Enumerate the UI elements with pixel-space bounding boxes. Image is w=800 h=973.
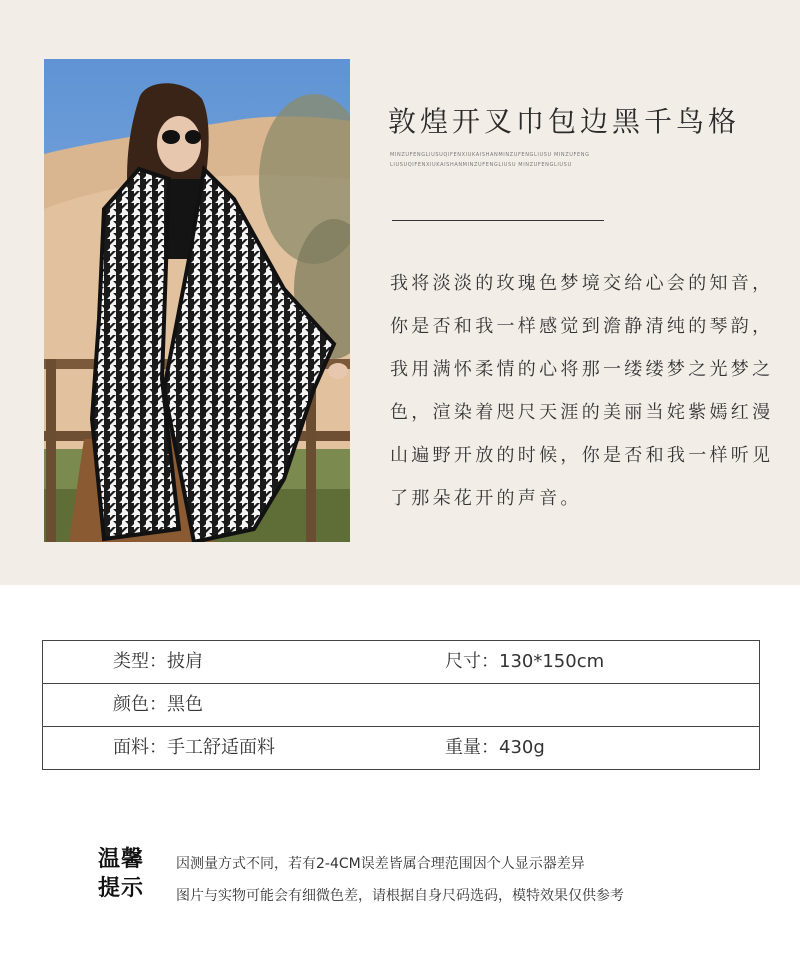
description-line: 我将淡淡的玫瑰色梦境交给心会的知音， (390, 273, 774, 294)
notice-title-line: 提示 (98, 876, 145, 901)
spec-size: 尺寸：130*150cm (445, 651, 605, 672)
description-line: 我用满怀柔情的心将那一缕缕梦之光梦之 (390, 359, 774, 380)
spec-row (43, 641, 759, 684)
notice-title (98, 845, 150, 903)
spec-color: 颜色：黑色 (113, 694, 203, 715)
product-title: 敦煌开叉巾包边黑千鸟格 (388, 105, 741, 138)
notice-line: 因测量方式不同，若有2-4CM误差皆属合理范围因个人显示器差异 (176, 856, 585, 872)
spec-fabric: 面料：手工舒适面料 (113, 737, 275, 758)
title-divider (392, 220, 604, 221)
description-line: 了那朵花开的声音。 (390, 488, 582, 509)
description-line: 山遍野开放的时候，你是否和我一样听见 (390, 445, 774, 466)
model-photo (44, 59, 350, 542)
description-line: 你是否和我一样感觉到澹静清纯的琴韵， (390, 316, 774, 337)
product-description (390, 262, 790, 520)
houndstooth-shawl-image (44, 59, 350, 542)
notice-line: 图片与实物可能会有细微色差，请根据自身尺码选码，模特效果仅供参考 (176, 888, 624, 904)
spec-row (43, 727, 759, 769)
notice-text (176, 848, 624, 912)
notice-title-line: 温馨 (98, 847, 145, 872)
decorative-micro-text: MINZUFENGLIUSUQIFENXIUKAISHANMINZUFENGLIUSU MINZUFENGLIUSUQIFENXIUKAISHANMINZUFENGLIUSU MINZUFENGLIUSU (390, 152, 590, 168)
spec-table (42, 640, 760, 770)
spec-weight: 重量：430g (445, 737, 545, 758)
spec-row (43, 684, 759, 727)
spec-type: 类型：披肩 (113, 651, 203, 672)
description-line: 色，渲染着咫尺天涯的美丽当姹紫嫣红漫 (390, 402, 774, 423)
